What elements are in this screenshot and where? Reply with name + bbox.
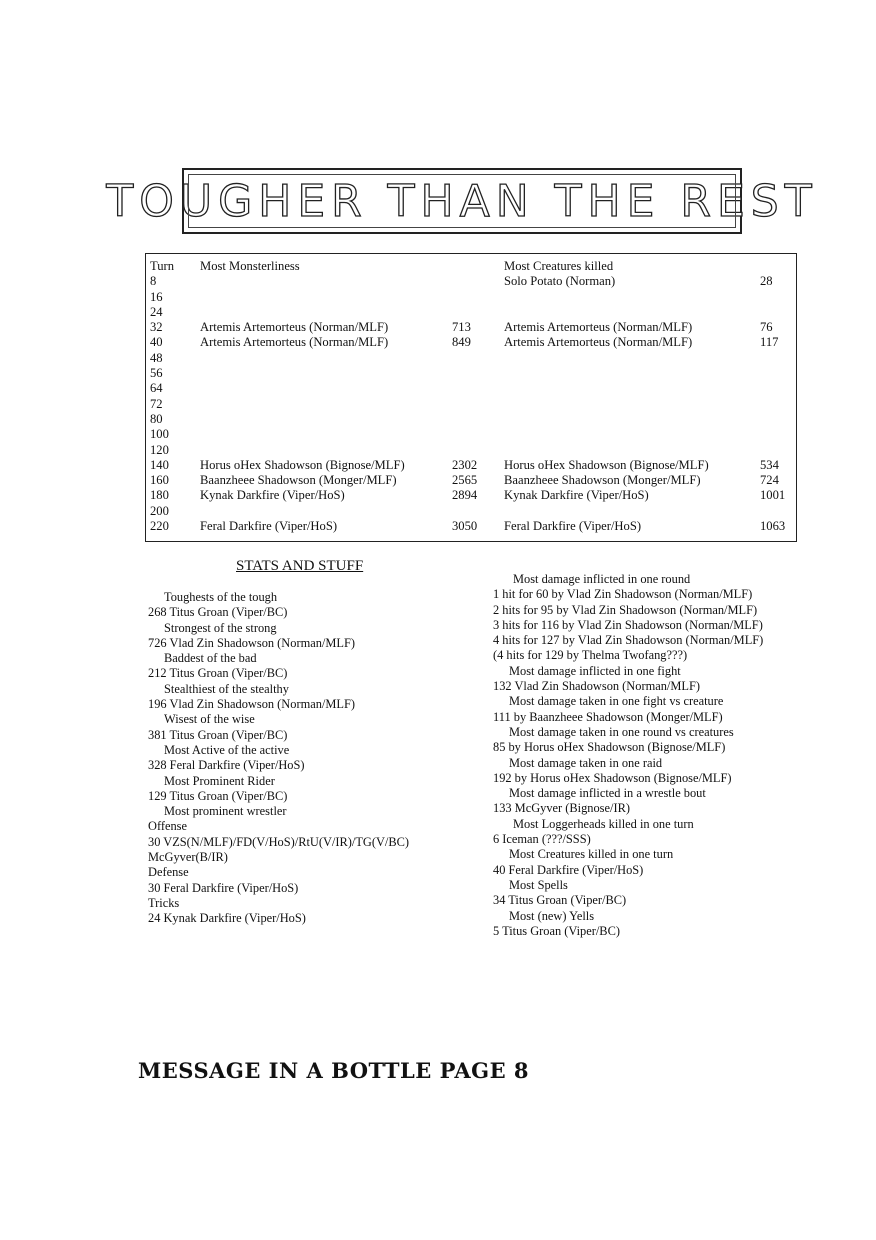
- record-category: Most damage taken in one round vs creatures: [509, 724, 734, 739]
- creatures-killed-cell: Horus oHex Shadowson (Bignose/MLF): [504, 457, 709, 472]
- record-category: Most (new) Yells: [509, 908, 595, 923]
- creatures-value-cell: 76: [760, 320, 773, 335]
- creatures-value-cell: [760, 412, 796, 427]
- turn-cell: 180: [150, 488, 169, 503]
- monsterliness-value-cell: [452, 351, 504, 366]
- turn-cell: 48: [150, 350, 163, 365]
- stat-entry: 381 Titus Groan (Viper/BC): [148, 727, 288, 742]
- stat-category: Wisest of the wise: [164, 712, 255, 727]
- turn-cell: 200: [150, 503, 169, 518]
- record-category: Most damage inflicted in one fight: [509, 663, 681, 678]
- creatures-killed-cell: [504, 351, 760, 366]
- stats-right-column: [493, 572, 763, 939]
- stat-category: Stealthiest of the stealthy: [164, 681, 289, 696]
- monsterliness-value-cell: 2894: [452, 488, 478, 503]
- monsterliness-cell: [200, 412, 452, 427]
- header-monsterliness: Most Monsterliness: [200, 259, 300, 273]
- creatures-value-cell: 28: [760, 274, 773, 289]
- table-header-row: [148, 259, 796, 274]
- table-row: [148, 320, 796, 335]
- record-category: Most Loggerheads killed in one turn: [513, 816, 694, 831]
- monsterliness-value-cell: [452, 274, 504, 289]
- monsterliness-value-cell: 849: [452, 335, 471, 350]
- monsterliness-cell: [200, 504, 452, 519]
- creatures-killed-cell: Kynak Darkfire (Viper/HoS): [504, 488, 649, 503]
- creatures-value-cell: [760, 427, 796, 442]
- table-row: [148, 305, 796, 320]
- creatures-value-cell: 724: [760, 473, 779, 488]
- record-entry: 40 Feral Darkfire (Viper/HoS): [493, 862, 644, 877]
- record-entry: 3 hits for 116 by Vlad Zin Shadowson (Norman/MLF): [493, 617, 763, 632]
- record-entry: 4 hits for 127 by Vlad Zin Shadowson (Norman/MLF): [493, 633, 764, 648]
- creatures-killed-cell: [504, 504, 760, 519]
- record-category: Most damage inflicted in a wrestle bout: [509, 786, 706, 801]
- stat-entry: 212 Titus Groan (Viper/BC): [148, 666, 288, 681]
- creatures-killed-cell: [504, 381, 760, 396]
- header-creatures-killed: Most Creatures killed: [504, 259, 614, 273]
- monsterliness-cell: Horus oHex Shadowson (Bignose/MLF): [200, 457, 405, 472]
- monsterliness-value-cell: 2302: [452, 457, 478, 472]
- monsterliness-value-cell: 713: [452, 320, 471, 335]
- table-row: [148, 397, 796, 412]
- header-monster-value: [452, 259, 504, 274]
- monsterliness-cell: [200, 305, 452, 320]
- monsterliness-cell: Artemis Artemorteus (Norman/MLF): [200, 320, 389, 335]
- turn-cell: 8: [150, 274, 157, 289]
- table-row: [148, 504, 796, 519]
- monsterliness-cell: [200, 366, 452, 381]
- creatures-killed-cell: [504, 427, 760, 442]
- stat-entry: 24 Kynak Darkfire (Viper/HoS): [148, 911, 306, 926]
- table-row: [148, 473, 796, 488]
- creatures-value-cell: [760, 305, 796, 320]
- table-row: [148, 412, 796, 427]
- creatures-killed-cell: Artemis Artemorteus (Norman/MLF): [504, 320, 693, 335]
- record-entry: 6 Iceman (???/SSS): [493, 832, 591, 847]
- turn-cell: 24: [150, 304, 163, 319]
- creatures-killed-cell: [504, 290, 760, 305]
- turn-cell: 220: [150, 519, 169, 534]
- record-entry: 111 by Baanzheee Shadowson (Monger/MLF): [493, 709, 723, 724]
- record-category: Most Creatures killed in one turn: [509, 847, 674, 862]
- record-entry: 1 hit for 60 by Vlad Zin Shadowson (Norman/MLF): [493, 587, 753, 602]
- creatures-value-cell: 1001: [760, 488, 786, 503]
- monsterliness-cell: [200, 274, 452, 289]
- stat-entry: 726 Vlad Zin Shadowson (Norman/MLF): [148, 635, 355, 650]
- turn-cell: 56: [150, 366, 163, 381]
- creatures-killed-cell: Solo Potato (Norman): [504, 274, 616, 289]
- monsterliness-cell: Kynak Darkfire (Viper/HoS): [200, 488, 345, 503]
- creatures-killed-cell: [504, 397, 760, 412]
- turn-cell: 40: [150, 335, 163, 350]
- table-row: [148, 443, 796, 458]
- stats-left-column: [148, 590, 409, 927]
- record-entry: (4 hits for 129 by Thelma Twofang???): [493, 648, 688, 663]
- creatures-value-cell: [760, 443, 796, 458]
- table-row: [148, 488, 796, 503]
- monsterliness-cell: [200, 290, 452, 305]
- stat-entry: McGyver(B/IR): [148, 850, 228, 865]
- stat-entry: Defense: [148, 865, 189, 880]
- stat-category: Most prominent wrestler: [164, 804, 287, 819]
- stat-entry: 328 Feral Darkfire (Viper/HoS): [148, 758, 305, 773]
- monsterliness-value-cell: 3050: [452, 519, 478, 534]
- record-entry: 34 Titus Groan (Viper/BC): [493, 893, 627, 908]
- turn-cell: 100: [150, 427, 169, 442]
- monsterliness-value-cell: [452, 305, 504, 320]
- table-row: [148, 274, 796, 289]
- monsterliness-cell: [200, 443, 452, 458]
- creatures-value-cell: 117: [760, 335, 779, 350]
- stat-entry: 196 Vlad Zin Shadowson (Norman/MLF): [148, 697, 355, 712]
- creatures-killed-cell: [504, 366, 760, 381]
- stat-entry: 268 Titus Groan (Viper/BC): [148, 605, 288, 620]
- creatures-value-cell: [760, 290, 796, 305]
- creatures-killed-cell: [504, 412, 760, 427]
- turn-cell: 72: [150, 396, 163, 411]
- turn-cell: 80: [150, 411, 163, 426]
- table-row: [148, 381, 796, 396]
- monsterliness-cell: Feral Darkfire (Viper/HoS): [200, 519, 338, 534]
- creatures-value-cell: 1063: [760, 519, 786, 534]
- header-turn: Turn: [150, 259, 175, 273]
- monsterliness-value-cell: [452, 381, 504, 396]
- stat-category: Most Prominent Rider: [164, 773, 275, 788]
- creatures-killed-cell: Baanzheee Shadowson (Monger/MLF): [504, 473, 701, 488]
- stat-entry: 30 Feral Darkfire (Viper/HoS): [148, 880, 299, 895]
- creatures-killed-cell: Artemis Artemorteus (Norman/MLF): [504, 335, 693, 350]
- stat-entry: Offense: [148, 819, 187, 834]
- stat-category: Strongest of the strong: [164, 620, 277, 635]
- table-row: [148, 458, 796, 473]
- monsterliness-cell: Artemis Artemorteus (Norman/MLF): [200, 335, 389, 350]
- record-category: Most damage taken in one fight vs creature: [509, 694, 724, 709]
- turn-cell: 64: [150, 381, 163, 396]
- monsterliness-cell: [200, 381, 452, 396]
- title-banner: [106, 168, 818, 234]
- creatures-killed-cell: [504, 305, 760, 320]
- record-entry: 133 McGyver (Bignose/IR): [493, 801, 630, 816]
- monsterliness-value-cell: [452, 427, 504, 442]
- stats-heading: STATS AND STUFF: [236, 558, 364, 574]
- turn-cell: 32: [150, 320, 163, 335]
- record-category: Most damage taken in one raid: [509, 755, 663, 770]
- creatures-value-cell: 534: [760, 457, 779, 472]
- record-category: Most Spells: [509, 877, 568, 892]
- record-entry: 132 Vlad Zin Shadowson (Norman/MLF): [493, 679, 700, 694]
- monsterliness-cell: [200, 427, 452, 442]
- table-row: [148, 351, 796, 366]
- records-table-box: [145, 253, 797, 542]
- monsterliness-value-cell: [452, 504, 504, 519]
- stat-entry: 30 VZS(N/MLF)/FD(V/HoS)/RtU(V/IR)/TG(V/BC): [148, 834, 410, 849]
- stat-category: Most Active of the active: [164, 742, 290, 757]
- turn-cell: 160: [150, 473, 169, 488]
- stat-entry: Tricks: [148, 895, 180, 910]
- monsterliness-value-cell: 2565: [452, 473, 478, 488]
- creatures-value-cell: [760, 397, 796, 412]
- monsterliness-value-cell: [452, 366, 504, 381]
- creatures-killed-cell: Feral Darkfire (Viper/HoS): [504, 519, 642, 534]
- table-row: [148, 335, 796, 350]
- stat-category: Toughests of the tough: [164, 590, 278, 604]
- table-row: [148, 290, 796, 305]
- record-entry: 2 hits for 95 by Vlad Zin Shadowson (Norman/MLF): [493, 602, 758, 617]
- monsterliness-value-cell: [452, 443, 504, 458]
- monsterliness-cell: [200, 351, 452, 366]
- header-creatures-value: [760, 259, 796, 274]
- monsterliness-cell: Baanzheee Shadowson (Monger/MLF): [200, 473, 397, 488]
- page-title: TOUGHER THAN THE REST: [106, 175, 818, 227]
- creatures-value-cell: [760, 366, 796, 381]
- monsterliness-cell: [200, 397, 452, 412]
- stat-entry: 129 Titus Groan (Viper/BC): [148, 788, 288, 803]
- monsterliness-value-cell: [452, 290, 504, 305]
- record-category: Most damage inflicted in one round: [513, 572, 691, 586]
- creatures-killed-cell: [504, 443, 760, 458]
- record-entry: 5 Titus Groan (Viper/BC): [493, 923, 620, 938]
- table-row: [148, 519, 796, 534]
- table-row: [148, 427, 796, 442]
- creatures-value-cell: [760, 381, 796, 396]
- monsterliness-value-cell: [452, 397, 504, 412]
- records-table: [148, 259, 796, 534]
- turn-cell: 16: [150, 289, 163, 304]
- record-entry: 192 by Horus oHex Shadowson (Bignose/MLF): [493, 770, 732, 785]
- page-footer: MESSAGE IN A BOTTLE PAGE 8: [138, 1058, 530, 1083]
- record-entry: 85 by Horus oHex Shadowson (Bignose/MLF): [493, 740, 726, 755]
- monsterliness-value-cell: [452, 412, 504, 427]
- turn-cell: 120: [150, 442, 169, 457]
- stat-category: Baddest of the bad: [164, 651, 257, 666]
- turn-cell: 140: [150, 457, 169, 472]
- creatures-value-cell: [760, 504, 796, 519]
- creatures-value-cell: [760, 351, 796, 366]
- table-row: [148, 366, 796, 381]
